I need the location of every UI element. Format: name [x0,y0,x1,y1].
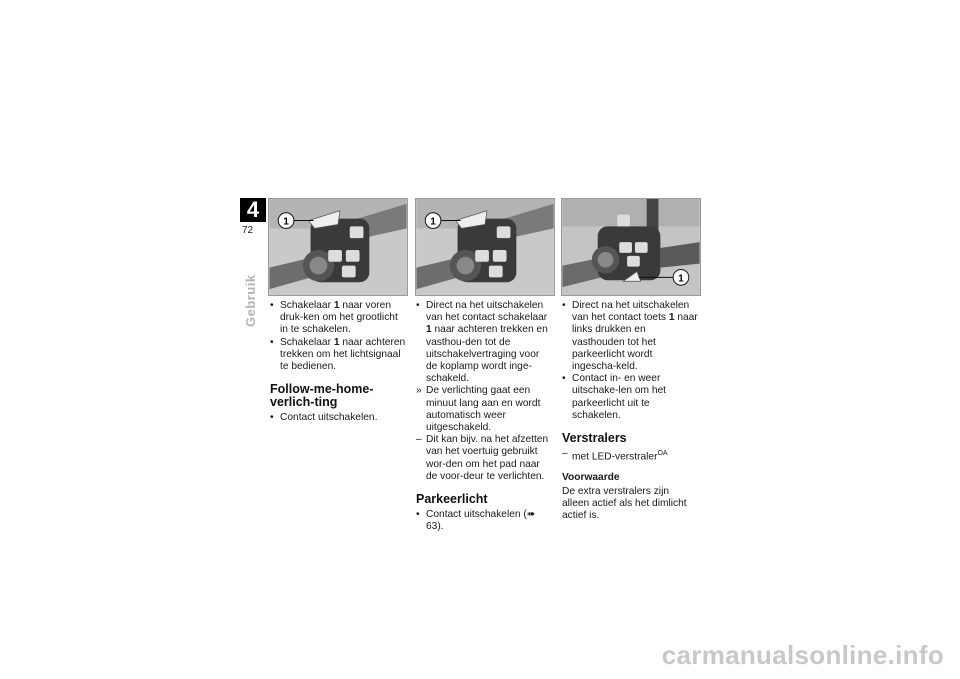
list-item: » De verlichting gaat een minuut lang aan en wordt automatisch weer uitgeschakeld. [416,385,541,434]
watermark: carmanualsonline.info [661,640,944,670]
page-number: 72 [242,225,254,236]
list-item: • Schakelaar 1 naar voren druk-ken om het grootlicht in te schakelen. [270,300,398,336]
text-column-3 [562,300,698,522]
list-item: • Contact uitschakelen. [270,412,378,424]
text-column-1 [270,300,406,424]
chapter-number: 4 [240,198,266,222]
photo-callout: 1 [430,216,436,228]
option-badge: OA [657,450,668,458]
photo-callout: 1 [678,273,684,285]
list-item: – Dit kan bijv. na het afzetten van het voertuig gebruikt wor-den om het pad naar de voor-deur te verlichten. [416,434,549,482]
list-item: • Schakelaar 1 naar achteren trekken om het lichtsignaal te bedienen. [270,336,406,373]
paragraph: De extra verstralers zijn alleen actief als het dimlicht actief is. [562,485,687,522]
section-heading-verstralers: Verstralers [562,431,627,446]
handlebar-switch-illustration [416,199,554,295]
handlebar-switch-illustration [269,199,407,295]
section-heading-follow-me-home: Follow-me-home-verlich-ting [270,382,374,410]
option-line: – met LED-verstraler$^{OA}$ [562,448,668,463]
handlebar-photo-2 [415,198,555,296]
list-item: • Direct na het uitschakelen van het contact schakelaar 1 naar achteren trekken en vasthou-den tot de uitschakelvertraging voor de koplamp wordt inge-schakeld. [416,300,548,385]
section-heading-parkeerlicht: Parkeerlicht [416,492,488,507]
handlebar-photo-1 [268,198,408,296]
list-item: • Contact uitschakelen (➠ 63). [416,509,536,533]
subheading-voorwaarde: Voorwaarde [562,471,620,483]
chapter-title: Gebruik [243,274,258,327]
handlebar-photo-3 [561,198,701,296]
list-item: • Direct na het uitschakelen van het contact toets 1 naar links drukken en vasthouden tot het parkeerlicht wordt ingescha-keld. [562,300,698,373]
photo-callout: 1 [283,216,289,228]
handlebar-switch-illustration [562,199,700,295]
text-column-2 [416,300,552,533]
list-item: • Contact in- en weer uitschake-len om het parkeerlicht uit te schakelen. [562,373,667,421]
